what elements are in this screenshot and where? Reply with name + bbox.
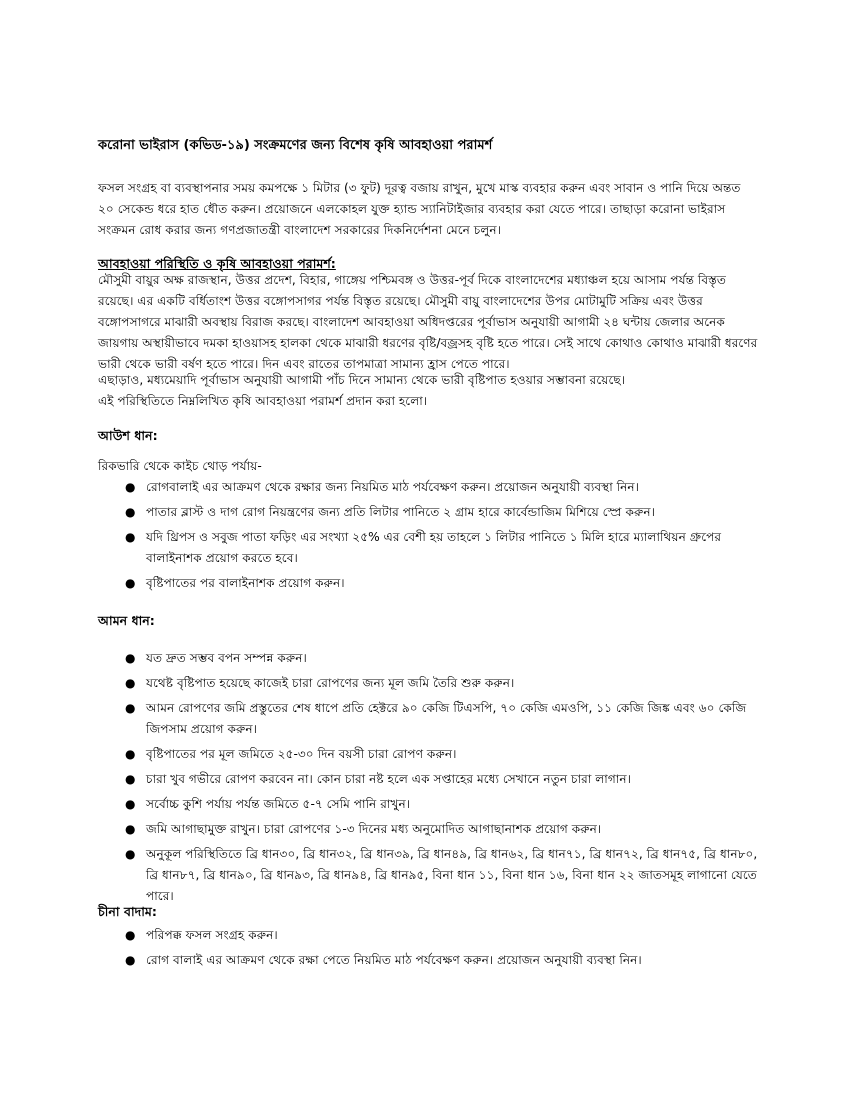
intro-paragraph: ফসল সংগ্রহ বা ব্যবস্থাপনার সময় কমপক্ষে ১ মিটার (৩ ফুট) দূরত্ব বজায় রাখুন, মুখে মাস্ক ব্যবহার করুন এবং সাবান ও পানি দিয়ে অন্তত ২০ সেকেন্ড ধরে হাত ধৌত করুন। প্রয়োজনে এলকোহল যুক্ত হ্যান্ড স্যানিটাইজার ব্যবহার করা যেতে পারে। তাছাড়া করোনা ভাইরাস সংক্রমন রোধ করার জন্য গণপ্রজাতন্ত্রী বাংলাদেশ সরকারের দিকনির্দেশনা মেনে চলুন। (98, 181, 741, 237)
list-item-text: যদি থ্রিপস ও সবুজ পাতা ফড়িং এর সংখ্যা ২৫% এর বেশী হয় তাহলে ১ লিটার পানিতে ১ মিলি হারে ম্যালাথিয়ন গ্রুপের বালাইনাশক প্রয়োগ করতে হবে। (146, 530, 722, 565)
list-item (98, 648, 758, 669)
list-item-text: চারা খুব গভীরে রোপণ করবেন না। কোন চারা নষ্ট হলে এক সপ্তাহের মধ্যে সেখানে নতুন চারা লাগান। (146, 772, 631, 786)
bullet-icon: ● (125, 505, 136, 519)
list-item-text: পাতার ব্লাস্ট ও দাগ রোগ নিয়ন্ত্রণের জন্য প্রতি লিটার পানিতে ২ গ্রাম হারে কার্বেন্ডাজিম মিশিয়ে স্প্রে করুন। (146, 505, 656, 519)
list-item (98, 769, 758, 790)
forecast-paragraph: এছাড়াও, মধ্যমেয়াদি পূর্বাভাস অনুযায়ী আগামী পাঁচ দিনে সামান্য থেকে ভারী বৃষ্টিপাত হওয়ার সম্ভাবনা রয়েছে। (98, 373, 626, 387)
advice-intro-paragraph: এই পরিস্থিতিতে নিম্নলিখিত কৃষি আবহাওয়া পরামর্শ প্রদান করা হলো। (98, 394, 428, 408)
aman-heading: আমন ধান: (98, 613, 155, 628)
list-item (98, 698, 758, 740)
bullet-icon: ● (125, 822, 136, 836)
list-item-text: বৃষ্টিপাতের পর বালাইনাশক প্রয়োগ করুন। (146, 576, 345, 590)
list-item-text: জমি আগাছামুক্ত রাখুন। চারা রোপণের ১-৩ দিনের মধ্য অনুমোদিত আগাছানাশক প্রয়োগ করুন। (146, 822, 602, 836)
aus-stage-label: রিকভারি থেকে কাইচ থোড় পর্যায়- (98, 459, 262, 473)
weather-heading: আবহাওয়া পরিস্থিতি ও কৃষি আবহাওয়া পরামর্শ: (98, 256, 336, 271)
list-item-text: যত দ্রুত সম্ভব বপন সম্পন্ন করুন। (146, 651, 307, 665)
list-item-text: আমন রোপণের জমি প্রস্তুতের শেষ ধাপে প্রতি হেক্টরে ৯০ কেজি টিএসপি, ৭০ কেজি এমওপি, ১১ কেজি জিঙ্ক এবং ৬০ কেজি জিপসাম প্রয়োগ করুন। (146, 701, 747, 736)
weather-paragraph: মৌসুমী বায়ুর অক্ষ রাজস্থান, উত্তর প্রদেশ, বিহার, গাঙ্গেয় পশ্চিমবঙ্গ ও উত্তর-পূর্ব দিকে বাংলাদেশের মধ্যাঞ্চল হয়ে আসাম পর্যন্ত বিস্তৃত রয়েছে। এর একটি বর্ধিতাংশ উত্তর বঙ্গোপসাগর পর্যন্ত বিস্তৃত রয়েছে। মৌসুমী বায়ু বাংলাদেশের উপর মোটামুটি সক্রিয় এবং উত্তর বঙ্গোপসাগরে মাঝারী অবস্থায় বিরাজ করছে। বাংলাদেশ আবহাওয়া অধিদপ্তরের পূর্বাভাস অনুযায়ী আগামী ২৪ ঘন্টায় জেলার অনেক জায়গায় অস্থায়ীভাবে দমকা হাওয়াসহ হালকা থেকে মাঝারী ধরণের বৃষ্টি/বজ্রসহ বৃষ্টি হতে পারে। সেই সাথে কোথাও কোথাও মাঝারী ধরণের ভারী থেকে ভারী বর্ষণ হতে পারে। দিন এবং রাতের তাপমাত্রা সামান্য হ্রাস পেতে পারে। (98, 273, 758, 371)
bullet-icon: ● (125, 953, 136, 967)
list-item (98, 573, 758, 594)
aus-heading: আউশ ধান: (98, 428, 158, 443)
peanut-advice-list (98, 925, 758, 975)
list-item-text: পরিপক্ক ফসল সংগ্রহ করুন। (146, 928, 278, 942)
list-item-text: রোগ বালাই এর আক্রমণ থেকে রক্ষা পেতে নিয়মিত মাঠ পর্যবেক্ষণ করুন। প্রয়োজন অনুযায়ী ব্যবস্থা নিন। (146, 953, 642, 967)
aus-advice-list (98, 477, 758, 598)
list-item (98, 950, 758, 971)
bullet-icon: ● (125, 576, 136, 590)
aman-advice-list (98, 648, 758, 911)
bullet-icon: ● (125, 530, 136, 544)
bullet-icon: ● (125, 772, 136, 786)
list-item (98, 819, 758, 840)
list-item-text: যথেষ্ট বৃষ্টিপাত হয়েছে কাজেই চারা রোপণের জন্য মূল জমি তৈরি শুরু করুন। (146, 676, 515, 690)
list-item (98, 844, 758, 907)
list-item-text: অনুকূল পরিস্থিতিতে ব্রি ধান৩০, ব্রি ধান৩২, ব্রি ধান৩৯, ব্রি ধান৪৯, ব্রি ধান৬২, ব্রি ধান৭১, ব্রি ধান৭২, ব্রি ধান৭৫, ব্রি ধান৮০, ব্রি ধান৮৭, ব্রি ধান৯০, ব্রি ধান৯৩, ব্রি ধান৯৪, ব্রি ধান৯৫, বিনা ধান ১১, বিনা ধান ১৬, বিনা ধান ২২ জাতসমূহ লাগানো যেতে পারে। (146, 847, 758, 903)
list-item (98, 527, 758, 569)
list-item-text: বৃষ্টিপাতের পর মূল জমিতে ২৫-৩০ দিন বয়সী চারা রোপণ করুন। (146, 747, 457, 761)
list-item (98, 673, 758, 694)
list-item (98, 477, 758, 498)
list-item (98, 744, 758, 765)
bullet-icon: ● (125, 480, 136, 494)
document-title: করোনা ভাইরাস (কভিড-১৯) সংক্রমণের জন্য বিশেষ কৃষি আবহাওয়া পরামর্শ (98, 138, 493, 153)
list-item (98, 794, 758, 815)
bullet-icon: ● (125, 847, 136, 861)
list-item-text: সর্বোচ্চ কুশি পর্যায় পর্যন্ত জমিতে ৫-৭ সেমি পানি রাখুন। (146, 797, 411, 811)
bullet-icon: ● (125, 797, 136, 811)
bullet-icon: ● (125, 651, 136, 665)
bullet-icon: ● (125, 747, 136, 761)
list-item (98, 925, 758, 946)
peanut-heading: চীনা বাদাম: (98, 904, 157, 919)
list-item (98, 502, 758, 523)
list-item-text: রোগবালাই এর আক্রমণ থেকে রক্ষার জন্য নিয়মিত মাঠ পর্যবেক্ষণ করুন। প্রয়োজন অনুযায়ী ব্যবস্থা নিন। (146, 480, 640, 494)
bullet-icon: ● (125, 928, 136, 942)
bullet-icon: ● (125, 676, 136, 690)
bullet-icon: ● (125, 701, 136, 715)
